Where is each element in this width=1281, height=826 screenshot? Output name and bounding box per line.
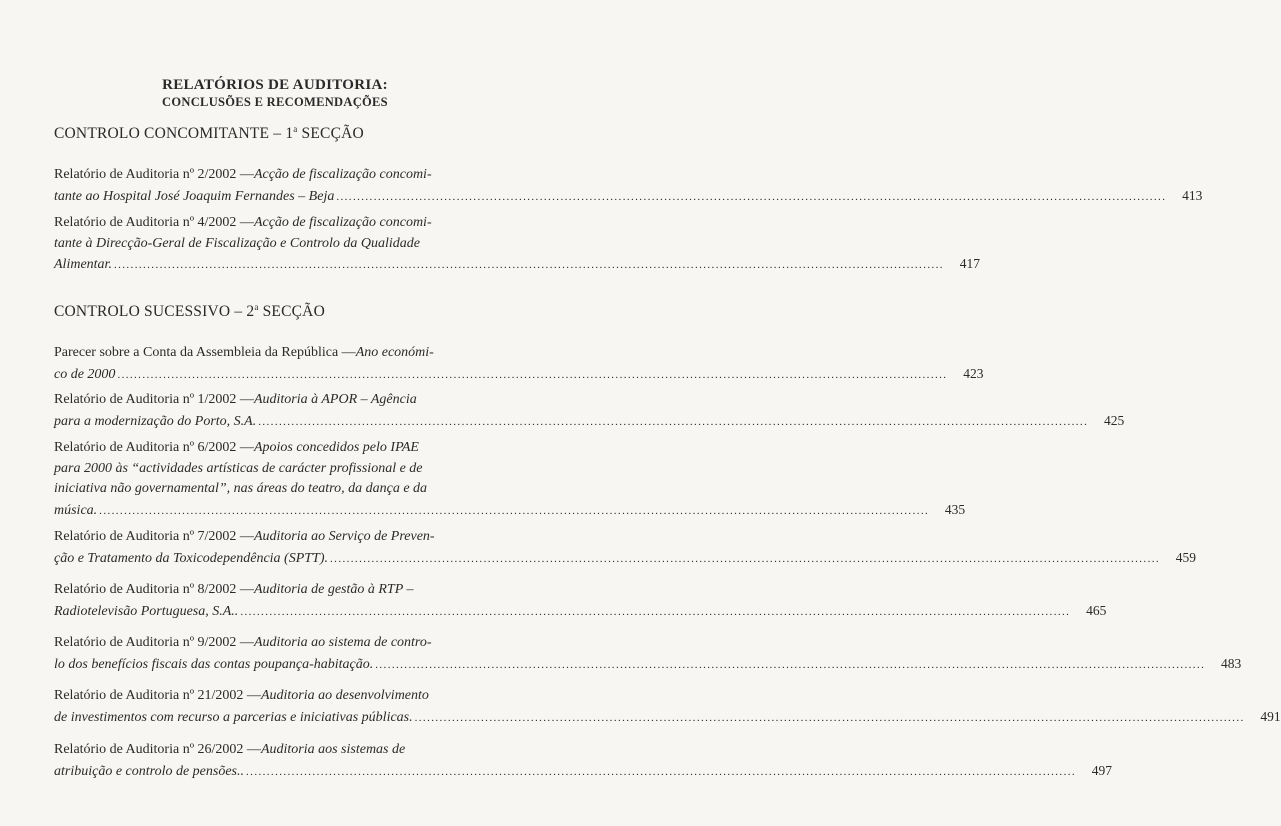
- toc-entry[interactable]: [54, 390, 1125, 432]
- entry-title: ção e Tratamento da Toxicodependência (SPTT).: [54, 550, 329, 566]
- toc-entry-last-line: [54, 654, 1242, 676]
- entry-text: Parecer sobre a Conta da Assembleia da República —: [54, 345, 356, 360]
- toc-entry[interactable]: [54, 686, 1281, 728]
- toc-entry[interactable]: [54, 527, 1197, 569]
- leader-dots: ........................................................................................................................................................................................................: [258, 415, 1089, 428]
- entry-title: iniciativa não governamental”, nas áreas do teatro, da dança e da: [54, 481, 428, 496]
- entry-title: Acção de fiscalização concomi-: [253, 215, 432, 230]
- toc-entry[interactable]: [54, 438, 966, 521]
- toc-entry-line: [54, 343, 478, 364]
- toc-entry-last-line: [54, 186, 1203, 208]
- toc-entry-last-line: [54, 707, 1281, 729]
- toc-entry-line: [54, 527, 478, 548]
- entry-title: atribuição e controlo de pensões..: [54, 763, 245, 779]
- section-title-concomitante: [54, 124, 364, 143]
- page-number: 483: [1221, 655, 1242, 671]
- section-title-suffix: SECÇÃO: [297, 125, 364, 142]
- toc-entry-line: [54, 390, 478, 411]
- page-subtitle: CONCLUSÕES E RECOMENDAÇÕES: [162, 95, 388, 109]
- toc-entry-line: [54, 438, 478, 459]
- toc-entry-line: [54, 479, 478, 500]
- toc-entry-line: [54, 213, 478, 234]
- toc-entry-last-line: [54, 364, 984, 386]
- page-number: 425: [1103, 412, 1125, 428]
- entry-title: música.: [54, 502, 98, 518]
- entry-text: Relatório de Auditoria nº 1/2002 —: [54, 392, 254, 407]
- leader-dots: ........................................................................................................................................................................................................: [117, 368, 948, 381]
- entry-title: de investimentos com recurso a parcerias e iniciativas públicas.: [54, 709, 413, 725]
- entry-text: Relatório de Auditoria nº 7/2002 —: [54, 529, 254, 544]
- page-number: 435: [944, 501, 966, 517]
- section-title-ordinal: a: [254, 302, 259, 312]
- entry-title: Auditoria aos sistemas de: [260, 742, 406, 757]
- entry-title: co de 2000: [54, 366, 116, 382]
- toc-entry-line: [54, 633, 478, 654]
- entry-text: Relatório de Auditoria nº 4/2002 —: [54, 215, 254, 230]
- toc-entry-line: [54, 740, 478, 761]
- entry-title: Radiotelevisão Portuguesa, S.A..: [54, 603, 239, 619]
- toc-entry-last-line: [54, 254, 980, 276]
- toc-entry[interactable]: [54, 165, 1203, 207]
- page-number: 459: [1175, 549, 1197, 565]
- toc-entry[interactable]: [54, 213, 980, 276]
- leader-dots: ........................................................................................................................................................................................................: [330, 552, 1161, 565]
- entry-title: para 2000 às “actividades artísticas de carácter profissional e de: [54, 460, 423, 476]
- page-number: 423: [963, 365, 984, 381]
- entry-text: Relatório de Auditoria nº 8/2002 —: [54, 582, 254, 597]
- toc-entry[interactable]: [54, 343, 984, 385]
- entry-title: Apoios concedidos pelo IPAE: [253, 440, 419, 455]
- toc-entry-line: [54, 580, 478, 601]
- toc-entry-line: [54, 234, 478, 255]
- entry-title: Acção de fiscalização concomi-: [253, 167, 432, 182]
- entry-text: Relatório de Auditoria nº 2/2002 —: [54, 167, 254, 182]
- page-number: 497: [1091, 762, 1113, 778]
- leader-dots: ........................................................................................................................................................................................................: [375, 658, 1206, 671]
- entry-title: Alimentar.: [54, 257, 112, 272]
- toc-entry-last-line: [54, 411, 1125, 433]
- leader-dots: ........................................................................................................................................................................................................: [113, 259, 944, 271]
- leader-dots: ........................................................................................................................................................................................................: [240, 605, 1071, 618]
- page-number: 491: [1260, 708, 1281, 724]
- toc-entry-line: [54, 686, 478, 707]
- leader-dots: ........................................................................................................................................................................................................: [246, 765, 1077, 778]
- entry-title: para a modernização do Porto, S.A.: [54, 413, 257, 429]
- section-title-sucessivo: [54, 302, 325, 321]
- section-title-ordinal: a: [293, 124, 298, 134]
- toc-entry[interactable]: [54, 580, 1107, 622]
- entry-title: Auditoria ao desenvolvimento: [260, 688, 429, 703]
- toc-entry-last-line: [54, 601, 1107, 623]
- entry-title: tante à Direcção-Geral de Fiscalização e Controlo da Qualidade: [54, 235, 421, 251]
- toc-entry-last-line: [54, 548, 1197, 570]
- section-title-text: CONTROLO CONCOMITANTE – 1: [54, 125, 294, 142]
- toc-entry[interactable]: [54, 633, 1242, 675]
- toc-entry-line: [54, 459, 478, 480]
- entry-title: Ano económi-: [355, 345, 434, 360]
- entry-text: Relatório de Auditoria nº 6/2002 —: [54, 440, 254, 455]
- leader-dots: ........................................................................................................................................................................................................: [336, 190, 1167, 203]
- entry-title: Auditoria à APOR – Agência: [253, 392, 417, 407]
- leader-dots: ........................................................................................................................................................................................................: [414, 711, 1245, 724]
- toc-entry-last-line: [54, 500, 966, 522]
- section-title-text: CONTROLO SUCESSIVO – 2: [54, 303, 255, 320]
- entry-title: lo dos benefícios fiscais das contas poupança-habitação.: [54, 656, 374, 672]
- toc-entry-last-line: [54, 761, 1113, 783]
- section-title-suffix: SECÇÃO: [258, 303, 325, 320]
- entry-title: Auditoria ao sistema de contro-: [253, 635, 432, 650]
- leader-dots: ........................................................................................................................................................................................................: [99, 504, 930, 517]
- entry-title: tante ao Hospital José Joaquim Fernandes – Beja: [54, 188, 335, 204]
- page-header: [0, 76, 550, 110]
- entry-text: Relatório de Auditoria nº 26/2002 —: [54, 742, 261, 757]
- page-number: 465: [1086, 602, 1107, 618]
- entry-title: Auditoria de gestão à RTP –: [253, 582, 414, 597]
- page-title: RELATÓRIOS DE AUDITORIA:: [162, 77, 388, 93]
- page-number: 417: [959, 256, 980, 271]
- entry-title: Auditoria ao Serviço de Preven-: [253, 529, 435, 544]
- entry-text: Relatório de Auditoria nº 21/2002 —: [54, 688, 261, 703]
- entry-text: Relatório de Auditoria nº 9/2002 —: [54, 635, 254, 650]
- toc-entry-line: [54, 165, 478, 186]
- toc-entry[interactable]: [54, 740, 1113, 782]
- page-number: 413: [1182, 187, 1203, 203]
